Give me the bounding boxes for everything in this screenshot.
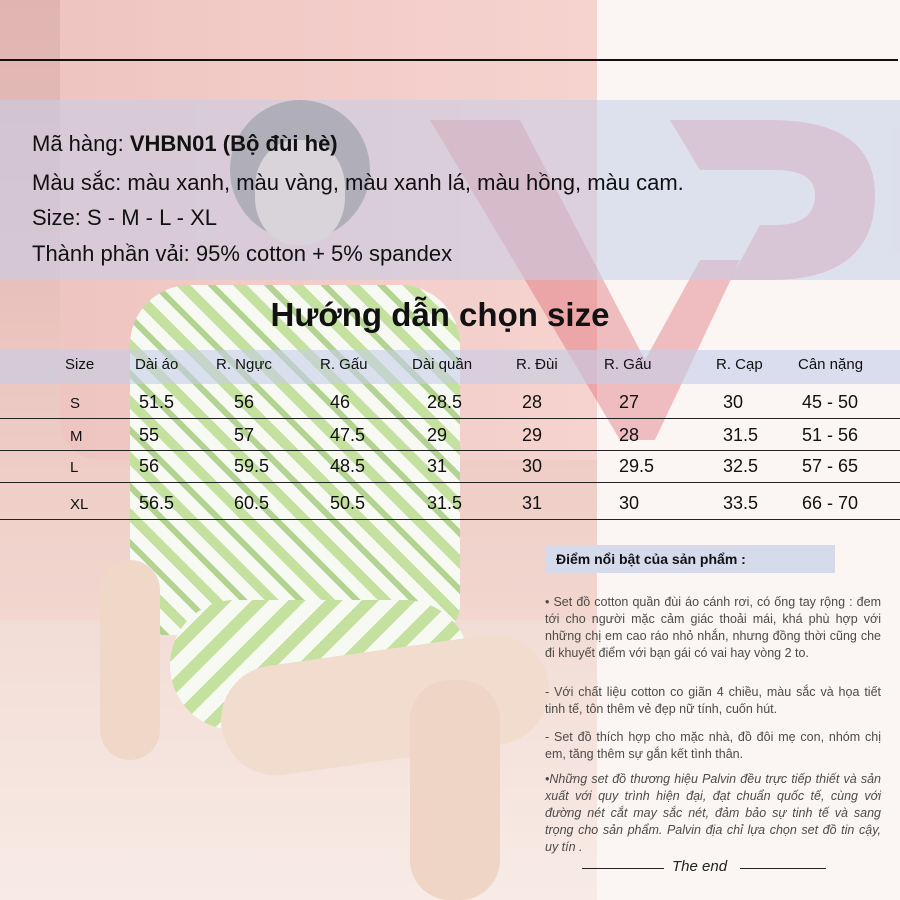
size-table-header-cell: R. Ngực xyxy=(216,356,272,373)
end-line-left xyxy=(582,868,664,869)
size-table-cell: 50.5 xyxy=(330,493,366,513)
size-table-header-cell: R. Cạp xyxy=(716,356,763,373)
size-table-cell: 27 xyxy=(619,392,640,412)
size-table-cell: 60.5 xyxy=(234,493,270,513)
size-table-cell: 56 xyxy=(139,456,160,476)
size-table-cell: 30 xyxy=(619,493,640,513)
size-table-size-cell: L xyxy=(70,459,79,476)
size-table-cell: 31.5 xyxy=(723,425,759,445)
product-code xyxy=(32,131,338,157)
size-table-cell: 29.5 xyxy=(619,456,655,476)
end-text: The end xyxy=(672,858,728,875)
size-table-cell: 31 xyxy=(522,493,543,513)
highlight-item: - Với chất liệu cotton co giãn 4 chiều, màu sắc và họa tiết tinh tế, tôn thêm vẻ đẹp nữ tính, cuốn hút. xyxy=(545,685,881,716)
size-table-cell: 29 xyxy=(522,425,543,445)
size-table-header-cell: R. Gấu xyxy=(604,356,652,373)
top-divider xyxy=(0,59,898,61)
table-row-divider xyxy=(0,418,900,419)
size-table-cell: 51 - 56 xyxy=(802,425,859,445)
product-fabric: Thành phần vải: 95% cotton + 5% spandex xyxy=(32,241,453,266)
size-table-cell: 31.5 xyxy=(427,493,463,513)
size-table-cell: 46 xyxy=(330,392,351,412)
size-table-cell: 59.5 xyxy=(234,456,270,476)
size-table-header-cell: Dài quần xyxy=(412,356,473,373)
size-table-cell: 28.5 xyxy=(427,392,463,412)
size-table-cell: 51.5 xyxy=(139,392,175,412)
size-guide-title: Hướng dẫn chọn size xyxy=(270,296,610,333)
size-table-cell: 56 xyxy=(234,392,255,412)
product-code-label: Mã hàng: xyxy=(32,131,130,156)
size-table-cell: 57 - 65 xyxy=(802,456,859,476)
size-table-cell: 32.5 xyxy=(723,456,759,476)
product-colors: Màu sắc: màu xanh, màu vàng, màu xanh lá, màu hồng, màu cam. xyxy=(32,170,684,195)
size-table-cell: 30 xyxy=(522,456,543,476)
size-table-cell: 48.5 xyxy=(330,456,366,476)
size-table-size-cell: S xyxy=(70,395,81,412)
size-table-size-cell: M xyxy=(70,428,83,445)
size-table-cell: 28 xyxy=(522,392,543,412)
highlights-title: Điểm nổi bật của sản phẩm : xyxy=(556,551,746,567)
highlight-item: •Những set đồ thương hiệu Palvin đều trực tiếp thiết và sản xuất với quy trình hiện đại, đạt chuẩn quốc tế, cùng với đường nét cắt may sắc nét, đảm bảo sự tinh tế và sang trọng cho sản phẩm. Palvin địa chỉ lựa chọn set đồ tin cậy, uy tín . xyxy=(545,772,881,854)
size-table-cell: 33.5 xyxy=(723,493,759,513)
size-table-header-cell: Cân nặng xyxy=(798,356,864,373)
product-sizes: Size: S - M - L - XL xyxy=(32,205,218,230)
table-row-divider xyxy=(0,482,900,483)
table-row-divider xyxy=(0,450,900,451)
product-code-value: VHBN01 (Bộ đùi hè) xyxy=(129,131,338,156)
size-table-cell: 57 xyxy=(234,425,255,445)
highlight-item: - Set đồ thích hợp cho mặc nhà, đồ đôi mẹ con, nhóm chị em, tăng thêm sự gắn kết tình thân. xyxy=(545,730,881,761)
size-table-cell: 28 xyxy=(619,425,640,445)
size-table-cell: 31 xyxy=(427,456,448,476)
size-table-cell: 30 xyxy=(723,392,744,412)
highlight-item: • Set đồ cotton quần đùi áo cánh rơi, có ống tay rộng : đem tới cho người mặc cảm giác thoải mái, khá phù hợp với những chị em cao ráo nhỏ nhắn, nhưng đồng thời cũng che đi khuyết điểm với bạn gái có vai hay vòng 2 to. xyxy=(545,595,881,660)
size-table-header-cell: Dài áo xyxy=(135,356,179,373)
size-table-cell: 45 - 50 xyxy=(802,392,859,412)
size-table-header-cell: R. Gấu xyxy=(320,356,368,373)
size-table-cell: 29 xyxy=(427,425,448,445)
size-table-header-cell: R. Đùi xyxy=(516,356,558,373)
size-table-cell: 47.5 xyxy=(330,425,366,445)
size-table-cell: 66 - 70 xyxy=(802,493,859,513)
size-table-cell: 56.5 xyxy=(139,493,175,513)
size-table-size-cell: XL xyxy=(70,496,89,513)
size-table-cell: 55 xyxy=(139,425,160,445)
size-table-header-cell: Size xyxy=(65,356,95,373)
table-row-divider xyxy=(0,519,900,520)
end-line-right xyxy=(740,868,826,869)
